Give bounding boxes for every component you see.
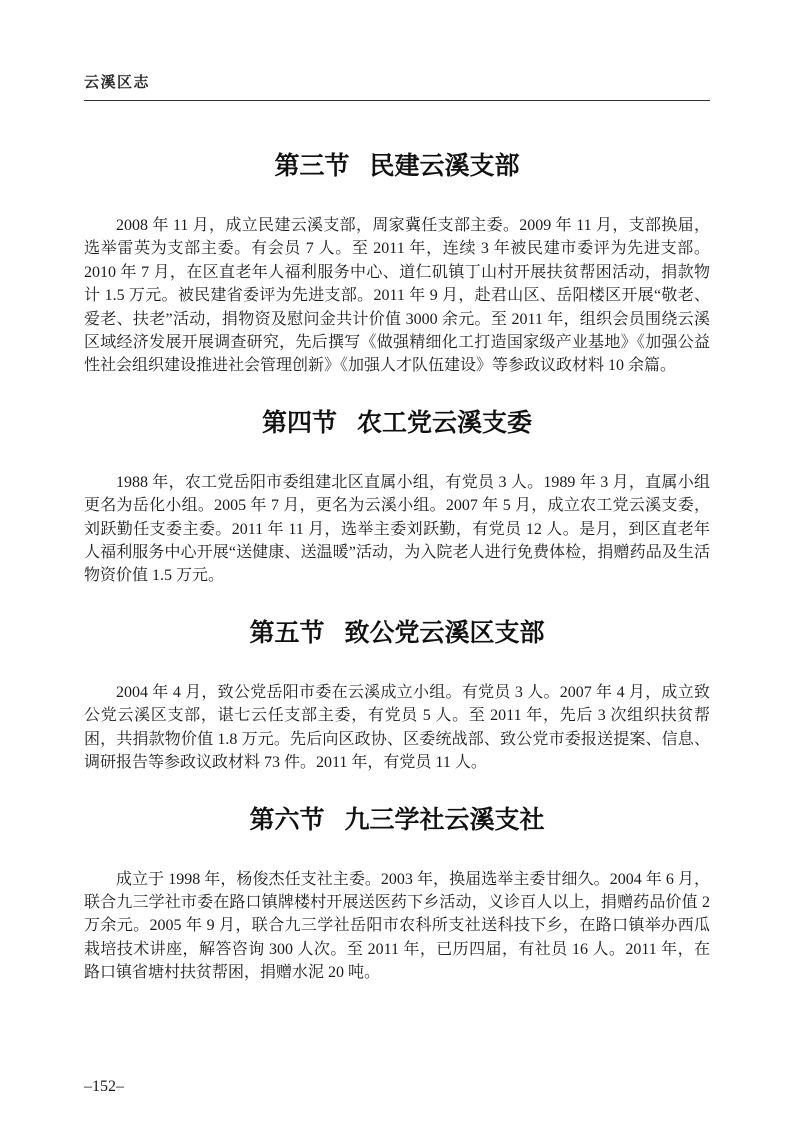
- paragraph: 2004 年 4 月，致公党岳阳市委在云溪成立小组。有党员 3 人。2007 年 4 月，成立致公党云溪区支部，谌七云任支部主委，有党员 5 人。至 2011 年，先后 3 次组织扶贫帮困，共捐款物价值 1.8 万元。先后向区政协、区委统战部、致公党市委报送提案、信息、调研报告等参政议政材料 73 件。2011 年，有党员 11 人。: [84, 683, 710, 772]
- section-title: 九三学社云溪支社: [344, 805, 545, 834]
- section-heading: [84, 408, 710, 438]
- page-header: [84, 75, 710, 101]
- section-number: 第五节: [249, 618, 325, 647]
- page-body: [84, 151, 710, 985]
- section-heading: [84, 805, 710, 835]
- section-title: 致公党云溪区支部: [344, 618, 545, 647]
- section-heading: [84, 618, 710, 648]
- section-number: 第四节: [261, 408, 337, 437]
- section-zhigongdang-yunxi-branch: [84, 618, 710, 775]
- header-rule: [84, 100, 710, 101]
- section-number: 第六节: [249, 805, 325, 834]
- section-title: 农工党云溪支委: [357, 408, 533, 437]
- section-jiusan-society-yunxi-branch: [84, 805, 710, 985]
- section-number: 第三节: [274, 152, 350, 180]
- section-title: 民建云溪支部: [369, 152, 520, 180]
- paragraph: 2008 年 11 月，成立民建云溪支部，周家冀任支部主委。2009 年 11 月，支部换届，选举雷英为支部主委。有会员 7 人。至 2011 年，连续 3 年被民建市委评为先进支部。2010 年 7 月，在区直老年人福利服务中心、道仁矶镇丁山村开展扶贫帮困活动，捐款物计 1.5 万元。被民建省委评为先进支部。2011 年 9 月，赴君山区、岳阳楼区开展“敬老、爱老、扶老”活动，捐物资及慰问金共计价值 3000 余元。至 2011 年，组织会员围绕云溪区域经济发展开展调查研究，先后撰写《做强精细化工打造国家级产业基地》《加强公益性社会组织建设推进社会管理创新》《加强人才队伍建设》等参政议政材料 10 余篇。: [84, 217, 710, 375]
- page-footer: [84, 1079, 710, 1095]
- running-header-book-title: 云溪区志: [84, 74, 151, 91]
- section-heading: [84, 151, 710, 181]
- page-number: –152–: [84, 1077, 124, 1095]
- paragraph: 1988 年，农工党岳阳市委组建北区直属小组，有党员 3 人。1989 年 3 月，直属小组更名为岳化小组。2005 年 7 月，更名为云溪小组。2007 年 5 月，成立农工党云溪支委，刘跃勤任支委主委。2011 年 11 月，选举主委刘跃勤，有党员 12 人。是月，到区直老年人福利服务中心开展“送健康、送温暖”活动，为入院老人进行免费体检，捐赠药品及生活物资价值 1.5 万元。: [84, 473, 710, 585]
- section-nonggongdang-yunxi-committee: [84, 408, 710, 588]
- paragraph: 成立于 1998 年，杨俊杰任支社主委。2003 年，换届选举主委甘细久。2004 年 6 月，联合九三学社市委在路口镇牌楼村开展送医药下乡活动，义诊百人以上，捐赠药品价值 2 万余元。2005 年 9 月，联合九三学社岳阳市农科所支社送科技下乡，在路口镇举办西瓜栽培技术讲座，解答咨询 300 人次。至 2011 年，已历四届，有社员 16 人。2011 年，在路口镇省塘村扶贫帮困，捐赠水泥 20 吨。: [84, 870, 710, 982]
- section-minjian-yunxi-branch: [84, 151, 710, 378]
